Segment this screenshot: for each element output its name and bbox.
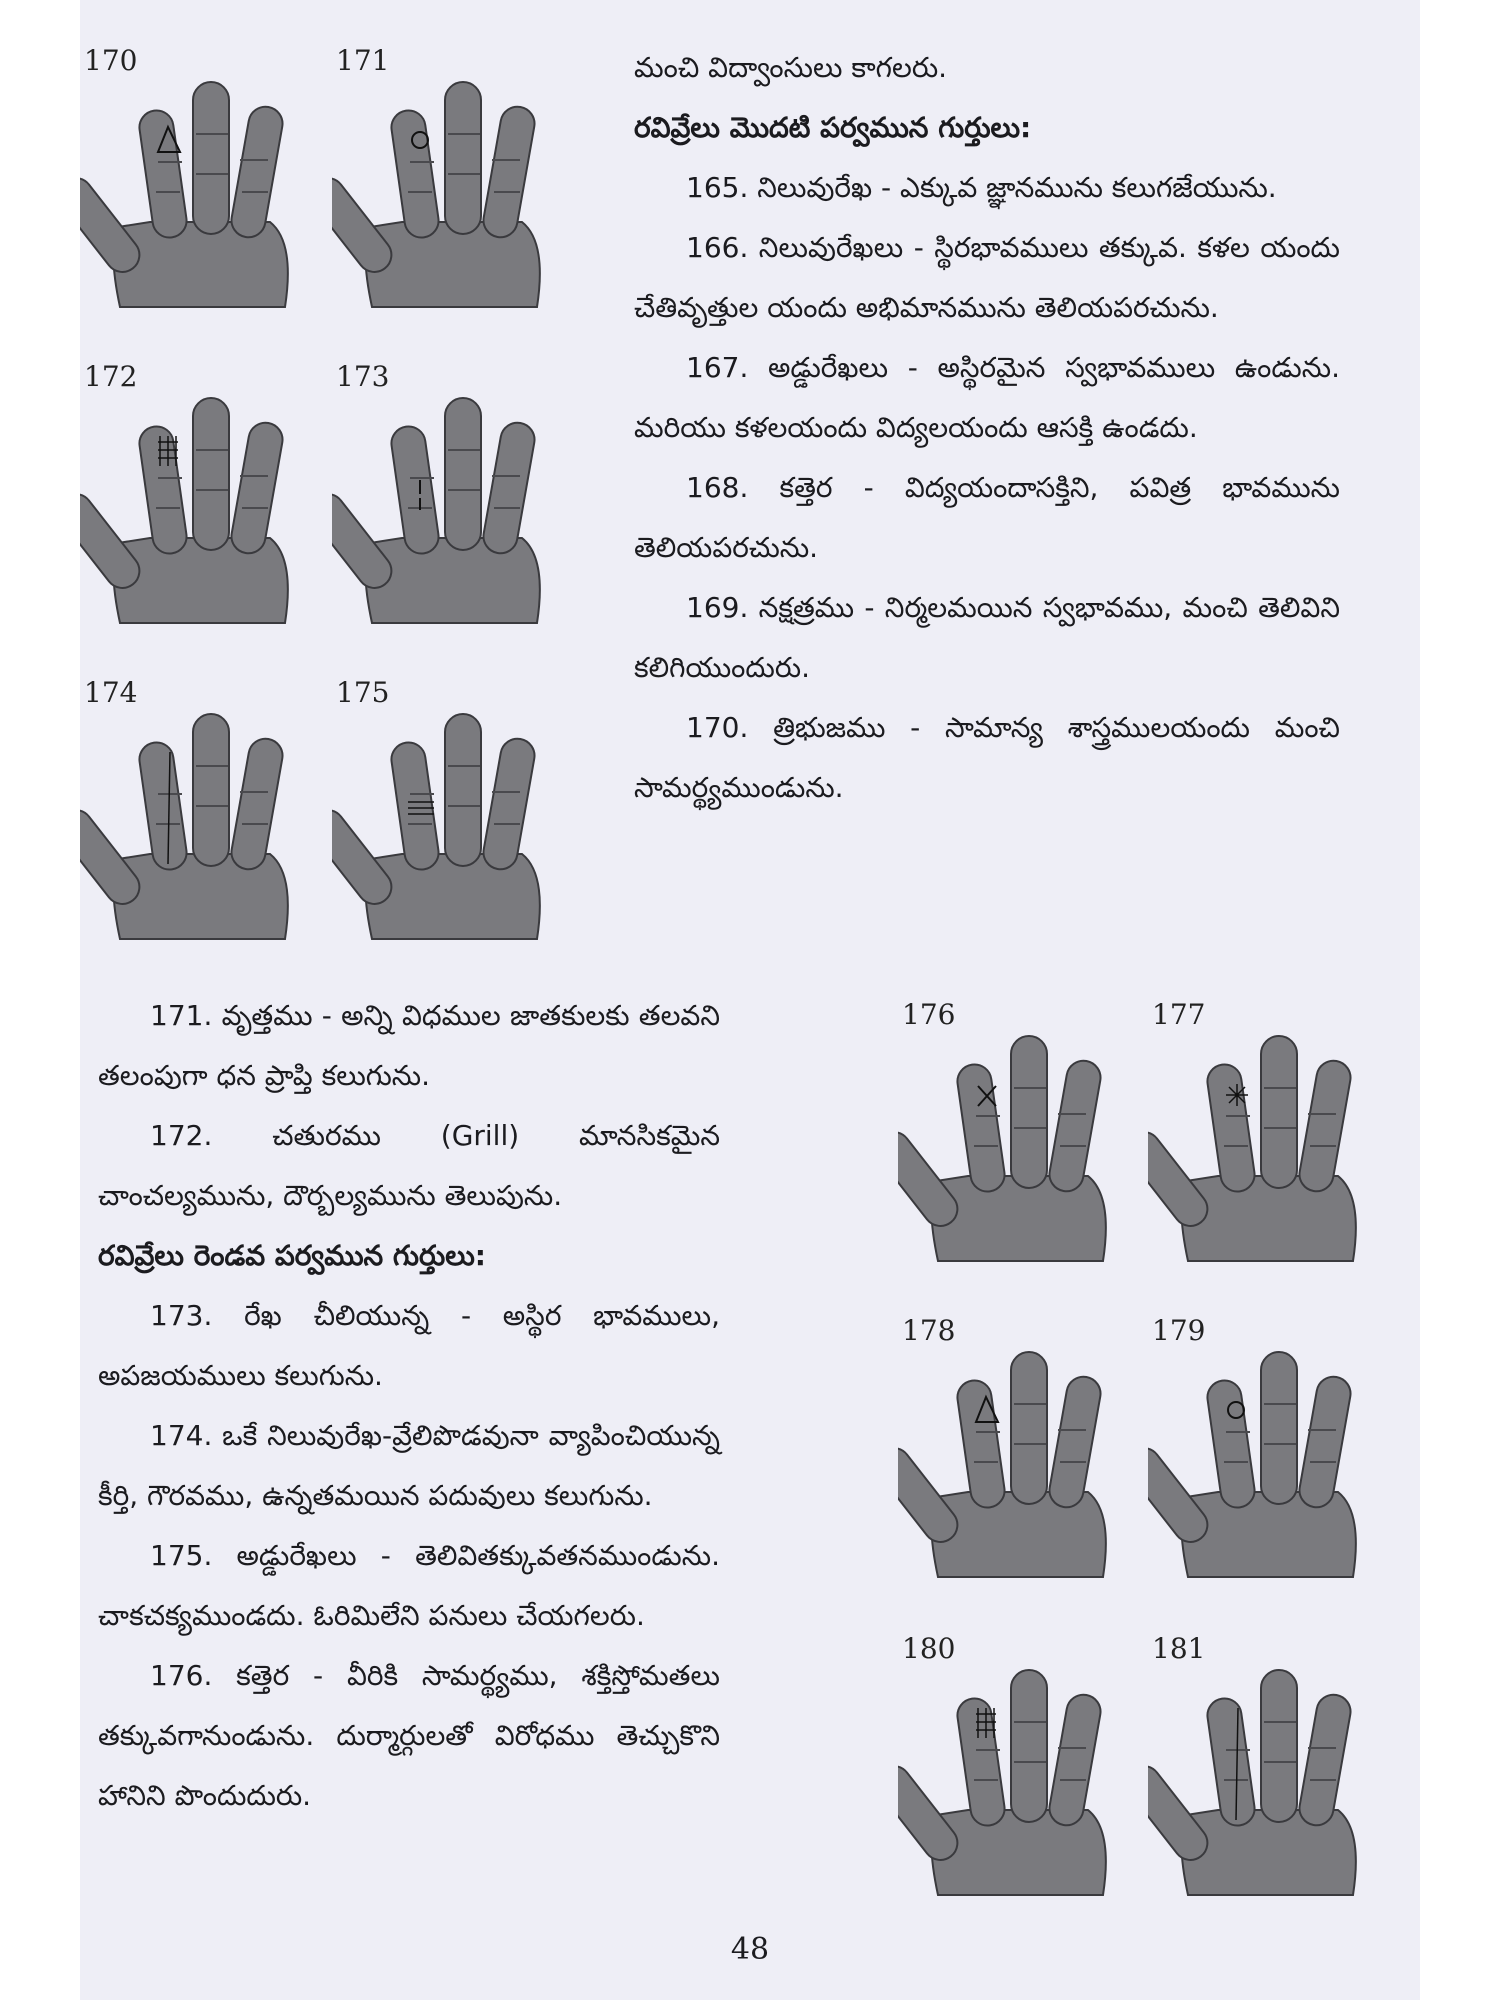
top-hand-171 (332, 44, 572, 312)
book-page (80, 0, 1420, 2000)
bottom-hand-181 (1148, 1632, 1388, 1900)
hand-illustration-broken-line (332, 368, 572, 628)
figure-number: 174 (84, 676, 138, 709)
paragraph: 170. త్రిభుజము - సామాన్య శాస్త్రములయందు మంచి సామర్థ్యముండును. (634, 711, 1340, 804)
hand-illustration-triangle (80, 52, 320, 312)
top-hand-174 (80, 676, 320, 944)
figure-number: 176 (902, 998, 956, 1031)
figure-number: 178 (902, 1314, 956, 1347)
hand-illustration-grill (898, 1640, 1138, 1900)
hand-illustration-cross-lines (332, 684, 572, 944)
figure-number: 171 (336, 44, 390, 77)
figure-number: 179 (1152, 1314, 1206, 1347)
paragraph: 171. వృత్తము - అన్ని విధముల జాతకులకు తలవని తలంపుగా ధన ప్రాప్తి కలుగును. (98, 999, 720, 1092)
paragraph: 165. నిలువురేఖ - ఎక్కువ జ్ఞానమును కలుగజేయును. (686, 171, 1277, 204)
hand-illustration-grill (80, 368, 320, 628)
bottom-hand-178 (898, 1314, 1138, 1582)
top-hand-170 (80, 44, 320, 312)
hand-illustration-long-line (1148, 1640, 1388, 1900)
paragraph: 168. కత్తెర - విద్యయందాసక్తిని, పవిత్ర భావమును తెలియపరచును. (634, 471, 1340, 564)
hand-illustration-circle (1148, 1322, 1388, 1582)
hand-illustration-cross (898, 1006, 1138, 1266)
hand-illustration-triangle (898, 1322, 1138, 1582)
bottom-hand-179 (1148, 1314, 1388, 1582)
paragraph: 166. నిలువురేఖలు - స్థిరభావములు తక్కువ. కళల యందు చేతివృత్తుల యందు అభిమానమును తెలియపరచును. (634, 231, 1340, 324)
left-text-column (98, 986, 720, 1826)
top-hand-172 (80, 360, 320, 628)
section-heading: రవివ్రేలు మొదటి పర్వమున గుర్తులు: (634, 111, 1032, 144)
paragraph: 175. అడ్డురేఖలు - తెలివితక్కువతనముండును. చాకచక్యముండదు. ఓరిమిలేని పనులు చేయగలరు. (98, 1539, 720, 1632)
right-text-column (634, 38, 1340, 818)
top-hand-173 (332, 360, 572, 628)
hand-illustration-circle (332, 52, 572, 312)
paragraph: మంచి విద్వాంసులు కాగలరు. (634, 51, 948, 84)
figure-number: 173 (336, 360, 390, 393)
top-hand-175 (332, 676, 572, 944)
page-number: 48 (730, 1932, 770, 1967)
hand-illustration-long-line (80, 684, 320, 944)
figure-number: 175 (336, 676, 390, 709)
section-heading: రవివ్రేలు రెండవ పర్వమున గుర్తులు: (98, 1239, 486, 1272)
figure-number: 170 (84, 44, 138, 77)
paragraph: 176. కత్తెర - వీరికి సామర్థ్యము, శక్తిస్తోమతలు తక్కువగానుండును. దుర్మార్గులతో విరోధము తెచ్చుకొని హానిని పొందుదురు. (98, 1659, 720, 1812)
figure-number: 181 (1152, 1632, 1206, 1665)
figure-number: 177 (1152, 998, 1206, 1031)
bottom-hand-176 (898, 998, 1138, 1266)
figure-number: 180 (902, 1632, 956, 1665)
paragraph: 169. నక్షత్రము - నిర్మలమయిన స్వభావము, మంచి తెలివిని కలిగియుందురు. (634, 591, 1340, 684)
paragraph: 174. ఒకే నిలువురేఖ-వ్రేలిపొడవునా వ్యాపించియున్న కీర్తి, గౌరవము, ఉన్నతమయిన పదువులు కలుగును. (98, 1419, 720, 1512)
hand-illustration-star (1148, 1006, 1388, 1266)
paragraph: 173. రేఖ చీలియున్న - అస్థిర భావములు, అపజయములు కలుగును. (98, 1299, 720, 1392)
bottom-hand-177 (1148, 998, 1388, 1266)
paragraph: 167. అడ్డురేఖలు - అస్థిరమైన స్వభావములు ఉండును. మరియు కళలయందు విద్యలయందు ఆసక్తి ఉండదు. (634, 351, 1340, 444)
figure-number: 172 (84, 360, 138, 393)
bottom-hand-180 (898, 1632, 1138, 1900)
paragraph: 172. చతురము (Grill) మానసికమైన చాంచల్యమును, దౌర్బల్యమును తెలుపును. (98, 1119, 720, 1212)
